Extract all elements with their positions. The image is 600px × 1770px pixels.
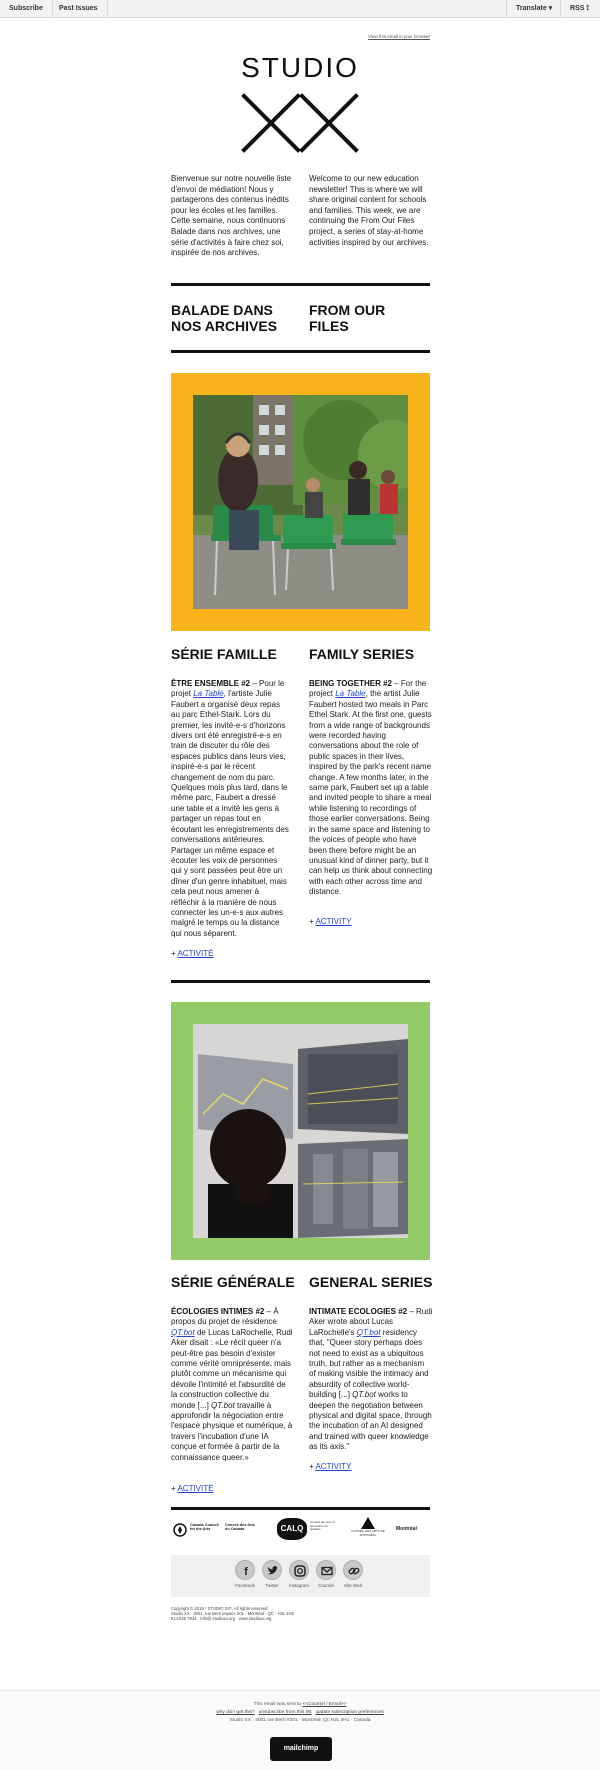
recipient-email[interactable]: <<Courriel / Email>> [302, 1702, 347, 1707]
general-body-en [309, 1307, 433, 1453]
intro-text-fr: Bienvenue sur notre nouvelle liste d'envoi de médiation! Nous y partagerons des contenus inédits pour les écoles et les familles. Cette semaine, nous continuons Balade dans nos archives, une série d'activités à faire chez soi, inspirée de nos archives. [171, 174, 292, 258]
general-title-en: GENERAL SERIES [309, 1274, 433, 1290]
family-pre-fr: – Pour le projet [171, 679, 285, 699]
cam-icon [361, 1517, 375, 1529]
la-table-link-fr[interactable]: La Table [193, 689, 224, 699]
general-body-fr [171, 1307, 293, 1463]
footer-links [150, 1710, 450, 1715]
general-text-fr: travaille à approfondir la négociation entre l'espace physique et numérique, à travers l'incubation d'une IA conçue et formée à partir de la connaissance queer.» [171, 1400, 293, 1462]
section-title-en: FROM OUR FILES [309, 302, 386, 334]
studio-logo-text: STUDIO [241, 52, 359, 83]
instagram-icon[interactable] [289, 1560, 309, 1580]
divider [171, 980, 430, 983]
family-text-fr: , l'artiste Julie Faubert a organisé deux repas au parc Ethel-Stark. Lors du premier, les invité-e-s d'horizons divers ont été enregistré-e-s en train de discuter du rôle des espaces publics dans leurs vies, inspiré-e-s par le récent changement de nom du parc. Quelques mois plus tard, dans le même parc, Faubert a dressé une table et a invité les gens à partager un repas tout en écoutant les enregistrements des conversations antérieures. Partager un même espace et écouter les voix de personnes qui y sont passées peut être un dîner d'un genre inhabituel, mais cela peut nous amener à réfléchir à la manière de nous connecter les un-e-s aux autres malgré le temps ou la distance qui nous séparent. [171, 689, 289, 938]
general-pre-en: – Rudi Aker wrote about Lucas LaRochelle's [309, 1307, 433, 1337]
activite-label[interactable]: ACTIVITÉ [177, 1484, 214, 1493]
address-line: Studio XX · 4001, rue Berri espace 201 · Montréal · QC · H2L 4H2 [171, 1611, 294, 1616]
general-subtitle-fr: ÉCOLOGIES INTIMES #2 [171, 1307, 265, 1316]
copyright-line: Copyright © 2019 * STUDIO XX*, All rights reserved. [171, 1606, 269, 1611]
general-text-en: works to deepen the negotiation between physical and digital space, through the incubation of an AI designed and trained with queer knowledge as its axis." [309, 1390, 432, 1452]
ccfa-en-text: Canada Council for the Arts [190, 1523, 219, 1532]
website-label[interactable]: Site Web [343, 1583, 363, 1588]
why-link[interactable]: why did I get this? [216, 1710, 255, 1715]
mailchimp-badge[interactable]: mailchimp [270, 1737, 332, 1761]
facebook-label[interactable]: Facebook [235, 1583, 255, 1588]
general-subtitle-en: INTIMATE ECOLOGIES #2 [309, 1307, 408, 1316]
translate-dropdown[interactable]: Translate ▾ [506, 0, 561, 18]
family-subtitle-fr: ÊTRE ENSEMBLE #2 [171, 679, 251, 688]
general-title-fr: SÉRIE GÉNÉRALE [171, 1274, 295, 1290]
contact-line: 514 845 7934 · info@ studioxx.org · www.studioxx.org [171, 1616, 272, 1621]
social-bar [171, 1555, 430, 1597]
instagram-label[interactable]: Instagram [288, 1583, 309, 1588]
update-preferences-link[interactable]: update subscription preferences [315, 1710, 384, 1715]
calq-subtext: Conseil des arts et des lettres du Québec [310, 1520, 335, 1532]
family-subtitle-en: BEING TOGETHER #2 [309, 679, 392, 688]
la-table-link-en[interactable]: La Table [335, 689, 366, 699]
intro-text-en: Welcome to our new education newsletter! This is where we will share original content for schools and families. This week, we are continuing the From Our Files project, a series of stay-at-home activities inspired by our archives. [309, 174, 429, 247]
activity-label[interactable]: ACTIVITY [315, 1462, 352, 1471]
email-label[interactable]: Courriel [318, 1583, 334, 1588]
canada-council-icon [173, 1523, 187, 1537]
twitter-icon[interactable] [262, 1560, 282, 1580]
sent-to-text: This email was sent to [253, 1702, 303, 1707]
rss-link[interactable]: RSS ⟟ [560, 0, 598, 18]
qtbot-link-fr[interactable]: QT.bot [171, 1327, 195, 1337]
subscribe-link[interactable]: Subscribe [0, 0, 53, 18]
general-photo-frame [171, 1002, 430, 1260]
family-photo-frame [171, 373, 430, 631]
qtbot-italic-en: QT.bot [352, 1390, 376, 1400]
divider [171, 283, 430, 286]
unsubscribe-link[interactable]: unsubscribe from this list [258, 1710, 312, 1715]
activity-label[interactable]: ACTIVITY [315, 917, 352, 926]
activite-link-family[interactable]: + ACTIVITÉ [171, 949, 214, 958]
family-body-en [309, 679, 433, 898]
family-title-fr: SÉRIE FAMILLE [171, 646, 277, 662]
family-title-en: FAMILY SERIES [309, 646, 415, 662]
footer-address: Studio XX · 4001 rue Berri #201 · Montréal, Qc H2L 4H1 · Canada [229, 1718, 371, 1723]
website-link-icon[interactable] [343, 1560, 363, 1580]
divider [171, 350, 430, 353]
activite-link-general[interactable]: + ACTIVITÉ [171, 1484, 214, 1493]
twitter-label[interactable]: Twitter [265, 1583, 279, 1588]
general-mid-en: residency that, "Queer story perhaps does not need to exist as a ubiquitous truth, but rather as a mechanism of making visible the intimacy and absurdity of collective world-building [...] [309, 1327, 429, 1400]
sponsor-logos [171, 1515, 430, 1545]
view-in-browser-link[interactable]: View this email in your browser [368, 34, 430, 39]
activite-label[interactable]: ACTIVITÉ [177, 949, 214, 958]
cam-text: CONSEIL DES ARTS DE MONTRÉAL [351, 1529, 385, 1537]
qtbot-italic-fr: QT.bot [211, 1400, 235, 1410]
family-body-fr [171, 679, 289, 939]
family-photo [193, 395, 408, 609]
xx-logo-icon [240, 92, 360, 154]
ccfa-fr-text: Conseil des Arts du Canada [225, 1523, 255, 1532]
family-pre-en: – For the project [309, 679, 427, 699]
family-text-en: , the artist Julie Faubert hosted two meals in Parc Ethel Stark. At the first one, guests from a wide range of backgrounds were recorded having conversations about the role of public spaces in their lives, inspired by the park's recent name change. A few months later, in the same park, Faubert set up a table and invited people to share a meal while listening to recordings of those earlier conversations. Being in the same space and listening to the voices of people who have been there before might be an unusual kind of dinner party, but it can help us think about connecting with each other across time and distance. [309, 689, 433, 897]
general-photo [193, 1024, 408, 1238]
archive-topbar [0, 0, 600, 18]
qtbot-link-en[interactable]: QT.bot [356, 1327, 381, 1337]
facebook-icon[interactable] [235, 1560, 255, 1580]
copyright-block [171, 1606, 371, 1621]
past-issues-link[interactable]: Past Issues [50, 0, 108, 18]
calq-logo: CALQ [277, 1518, 307, 1540]
email-icon[interactable] [316, 1560, 336, 1580]
activity-link-general[interactable]: + ACTIVITY [309, 1462, 352, 1471]
sent-to-line [150, 1702, 450, 1707]
svg-text:f: f [244, 1566, 248, 1578]
section-title-fr: BALADE DANS NOS ARCHIVES [171, 302, 278, 334]
general-pre-fr: – À propos du projet de résidence [171, 1307, 279, 1327]
general-mid-fr: de Lucas LaRochelle, Rudi Aker disait : «Le récit queer n'a peut-être pas besoin d'exister comme vérité omniprésente, mais plutôt comme un mécanisme qui dévoile l'intimité et l'absurdité de la construction collective du monde [...] [171, 1327, 293, 1410]
montreal-text: Montréal [396, 1526, 417, 1532]
activity-link-family[interactable]: + ACTIVITY [309, 917, 352, 926]
divider [171, 1507, 430, 1510]
